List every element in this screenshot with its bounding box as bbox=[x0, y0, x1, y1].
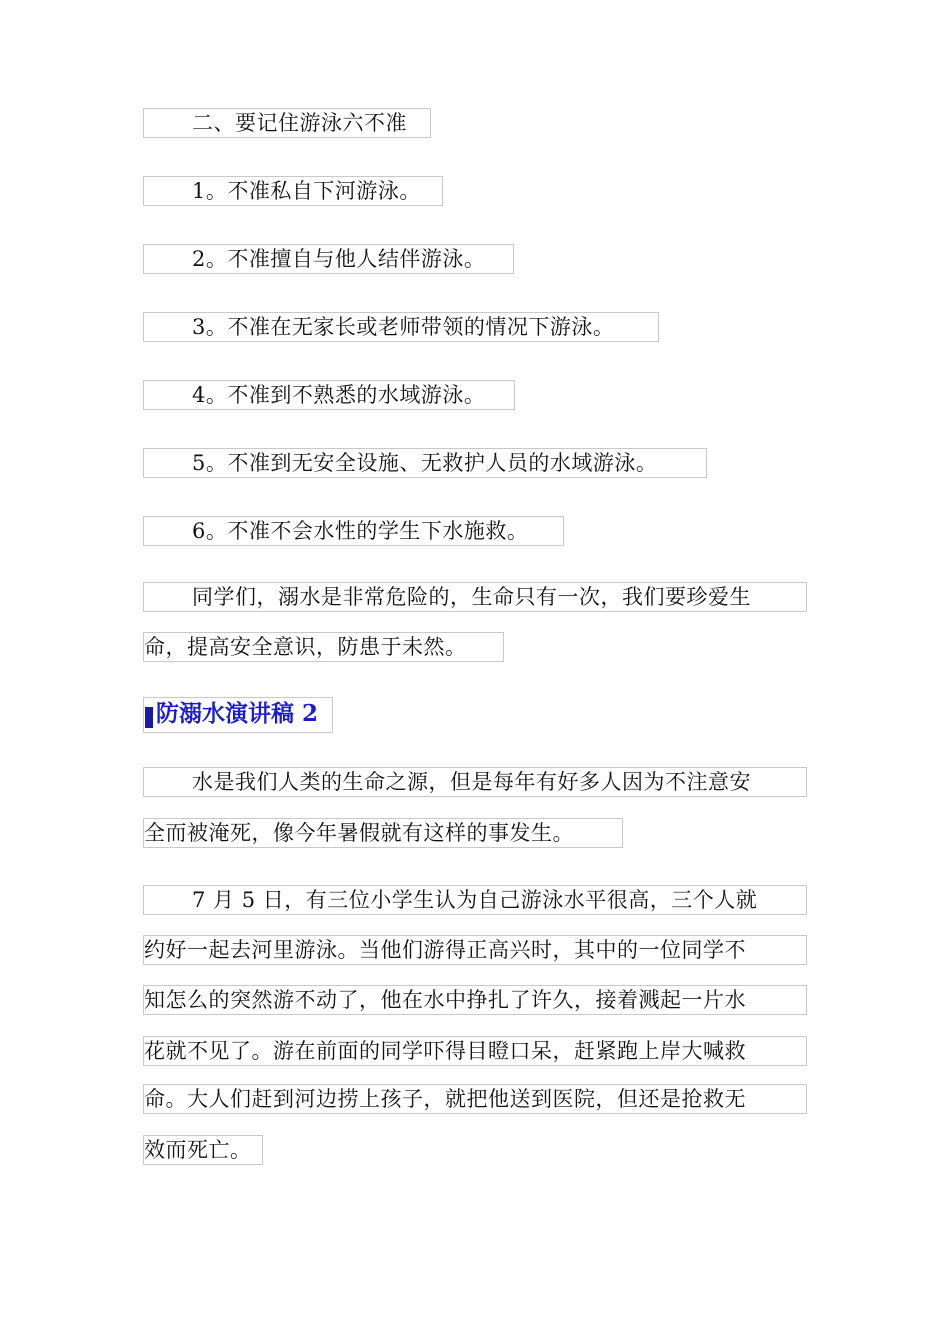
rules-title-text: 二、要记住游泳六不准 bbox=[192, 111, 407, 135]
para1-line-2-text: 全而被淹死，像今年暑假就有这样的事发生。 bbox=[144, 821, 574, 845]
rule-item-6 bbox=[143, 516, 564, 546]
rule-item-1 bbox=[143, 176, 443, 206]
rule-item-2 bbox=[143, 244, 514, 274]
para1-line-2 bbox=[143, 818, 623, 848]
para2-line-2-text: 约好一起去河里游泳。当他们游得正高兴时，其中的一位同学不 bbox=[144, 938, 746, 962]
heading-text: 防溺水演讲稿 2 bbox=[156, 700, 319, 727]
closing-line-2 bbox=[143, 632, 504, 662]
heading-marker bbox=[145, 707, 153, 728]
closing-line-1 bbox=[143, 582, 807, 612]
closing-line-2-text: 命，提高安全意识，防患于未然。 bbox=[144, 635, 467, 659]
rule-item-6-text: 6。不准不会水性的学生下水施救。 bbox=[192, 519, 529, 543]
rule-item-4 bbox=[143, 380, 515, 410]
rule-item-5 bbox=[143, 448, 707, 478]
para1-line-1 bbox=[143, 767, 807, 797]
para2-line-2 bbox=[143, 935, 807, 965]
para2-line-4-text: 花就不见了。游在前面的同学吓得目瞪口呆，赶紧跑上岸大喊救 bbox=[144, 1039, 746, 1063]
para2-line-6-text: 效而死亡。 bbox=[144, 1138, 252, 1162]
section-heading bbox=[143, 697, 333, 733]
closing-line-1-text: 同学们，溺水是非常危险的，生命只有一次，我们要珍爱生 bbox=[192, 585, 751, 609]
para1-line-1-text: 水是我们人类的生命之源，但是每年有好多人因为不注意安 bbox=[192, 770, 751, 794]
rule-item-3 bbox=[143, 312, 659, 342]
rules-title bbox=[143, 108, 431, 138]
rule-item-5-text: 5。不准到无安全设施、无救护人员的水域游泳。 bbox=[192, 451, 658, 475]
para2-line-1 bbox=[143, 885, 807, 915]
para2-line-5 bbox=[143, 1084, 807, 1114]
rule-item-4-text: 4。不准到不熟悉的水域游泳。 bbox=[192, 383, 486, 407]
rule-item-3-text: 3。不准在无家长或老师带领的情况下游泳。 bbox=[192, 315, 615, 339]
para2-line-3 bbox=[143, 985, 807, 1015]
para2-line-1-text: 7 月 5 日，有三位小学生认为自己游泳水平很高，三个人就 bbox=[192, 888, 758, 912]
para2-line-5-text: 命。大人们赶到河边捞上孩子，就把他送到医院，但还是抢救无 bbox=[144, 1087, 746, 1111]
para2-line-3-text: 知怎么的突然游不动了，他在水中挣扎了许久，接着溅起一片水 bbox=[144, 988, 746, 1012]
rule-item-2-text: 2。不准擅自与他人结伴游泳。 bbox=[192, 247, 486, 271]
para2-line-4 bbox=[143, 1036, 807, 1066]
rule-item-1-text: 1。不准私自下河游泳。 bbox=[192, 179, 421, 203]
para2-line-6 bbox=[143, 1135, 263, 1165]
